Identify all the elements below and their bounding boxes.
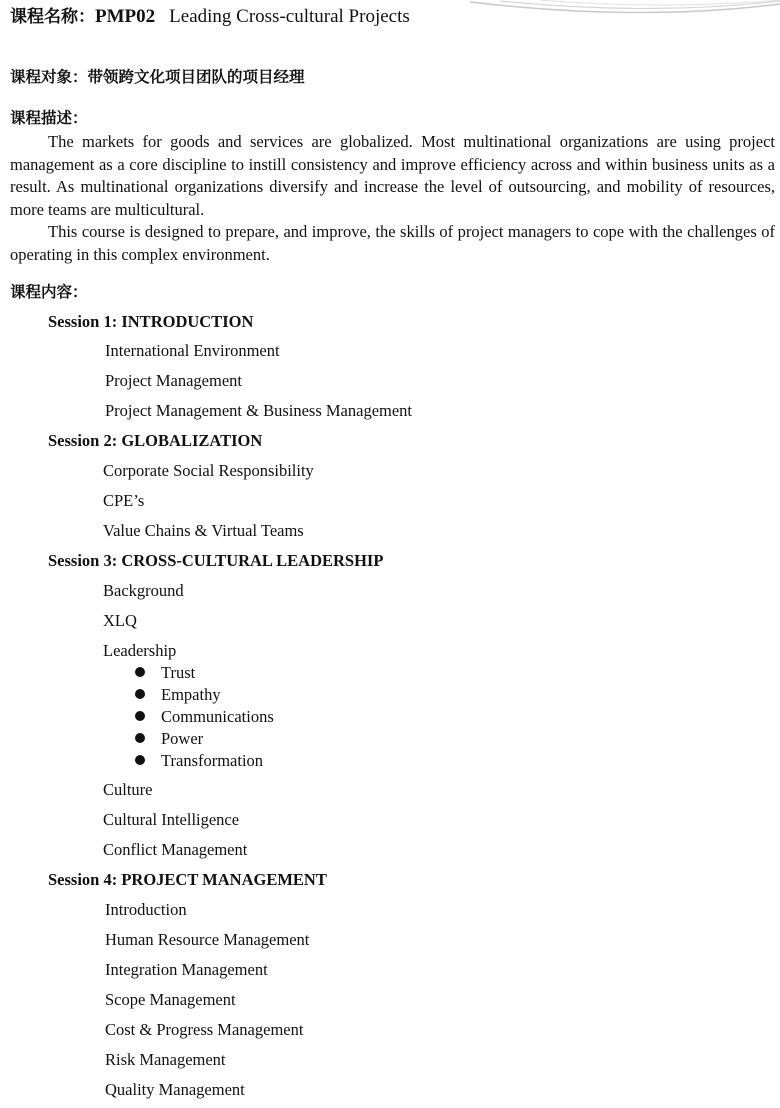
- bullet-item: Transformation: [135, 751, 263, 771]
- session-item: XLQ: [103, 611, 137, 630]
- content-label: 课程内容：: [10, 283, 88, 301]
- session-item: Conflict Management: [103, 840, 248, 859]
- session-4-title: Session 4: PROJECT MANAGEMENT: [48, 870, 327, 889]
- session-item: Risk Management: [105, 1050, 226, 1069]
- description-paragraph: This course is designed to prepare, and improve, the skills of project managers to cope with the challenges of operating in this complex environment.: [10, 222, 775, 264]
- session-1-title: Session 1: INTRODUCTION: [48, 312, 254, 331]
- course-description: [10, 131, 775, 267]
- bullet-dot-icon: [135, 733, 145, 743]
- session-item: Scope Management: [105, 990, 236, 1009]
- bullet-dot-icon: [135, 689, 145, 699]
- course-title-line: [10, 5, 410, 29]
- session-item: CPE’s: [103, 491, 145, 510]
- bullet-item: Communications: [135, 707, 274, 727]
- session-2-title: Session 2: GLOBALIZATION: [48, 431, 263, 450]
- session-item: Value Chains & Virtual Teams: [103, 521, 304, 540]
- bullet-item: Trust: [135, 663, 195, 683]
- session-item: Cultural Intelligence: [103, 810, 240, 829]
- bullet-dot-icon: [135, 667, 145, 677]
- description-paragraph: The markets for goods and services are globalized. Most multinational organizations are using project management as a core discipline to instill consistency and improve efficiency across and within business units as a result. As multinational organizations diversify and increase the level of outsourcing, and mobility of resources, more teams are multicultural.: [10, 132, 775, 219]
- bullet-dot-icon: [135, 755, 145, 765]
- session-item: Introduction: [105, 900, 187, 919]
- bullet-item: Power: [135, 729, 203, 749]
- session-item: Human Resource Management: [105, 930, 310, 949]
- course-code: PMP02: [95, 6, 156, 27]
- course-audience: 课程对象：带领跨文化项目团队的项目经理: [10, 68, 305, 86]
- bullet-dot-icon: [135, 711, 145, 721]
- session-item: Project Management & Business Management: [105, 401, 413, 420]
- session-item: International Environment: [105, 341, 280, 360]
- session-item: Cost & Progress Management: [105, 1020, 304, 1039]
- session-3-title: Session 3: CROSS-CULTURAL LEADERSHIP: [48, 551, 384, 570]
- session-item: Integration Management: [105, 960, 268, 979]
- bullet-item: Empathy: [135, 685, 221, 705]
- session-item: Leadership: [103, 641, 177, 660]
- session-item: Corporate Social Responsibility: [103, 461, 314, 480]
- session-item: Culture: [103, 780, 153, 799]
- session-item: Quality Management: [105, 1080, 245, 1099]
- session-item: Background: [103, 581, 184, 600]
- description-label: 课程描述：: [10, 109, 88, 127]
- session-item: Project Management: [105, 371, 242, 390]
- course-name-label: 课程名称：: [10, 7, 95, 27]
- course-title: Leading Cross-cultural Projects: [169, 6, 410, 27]
